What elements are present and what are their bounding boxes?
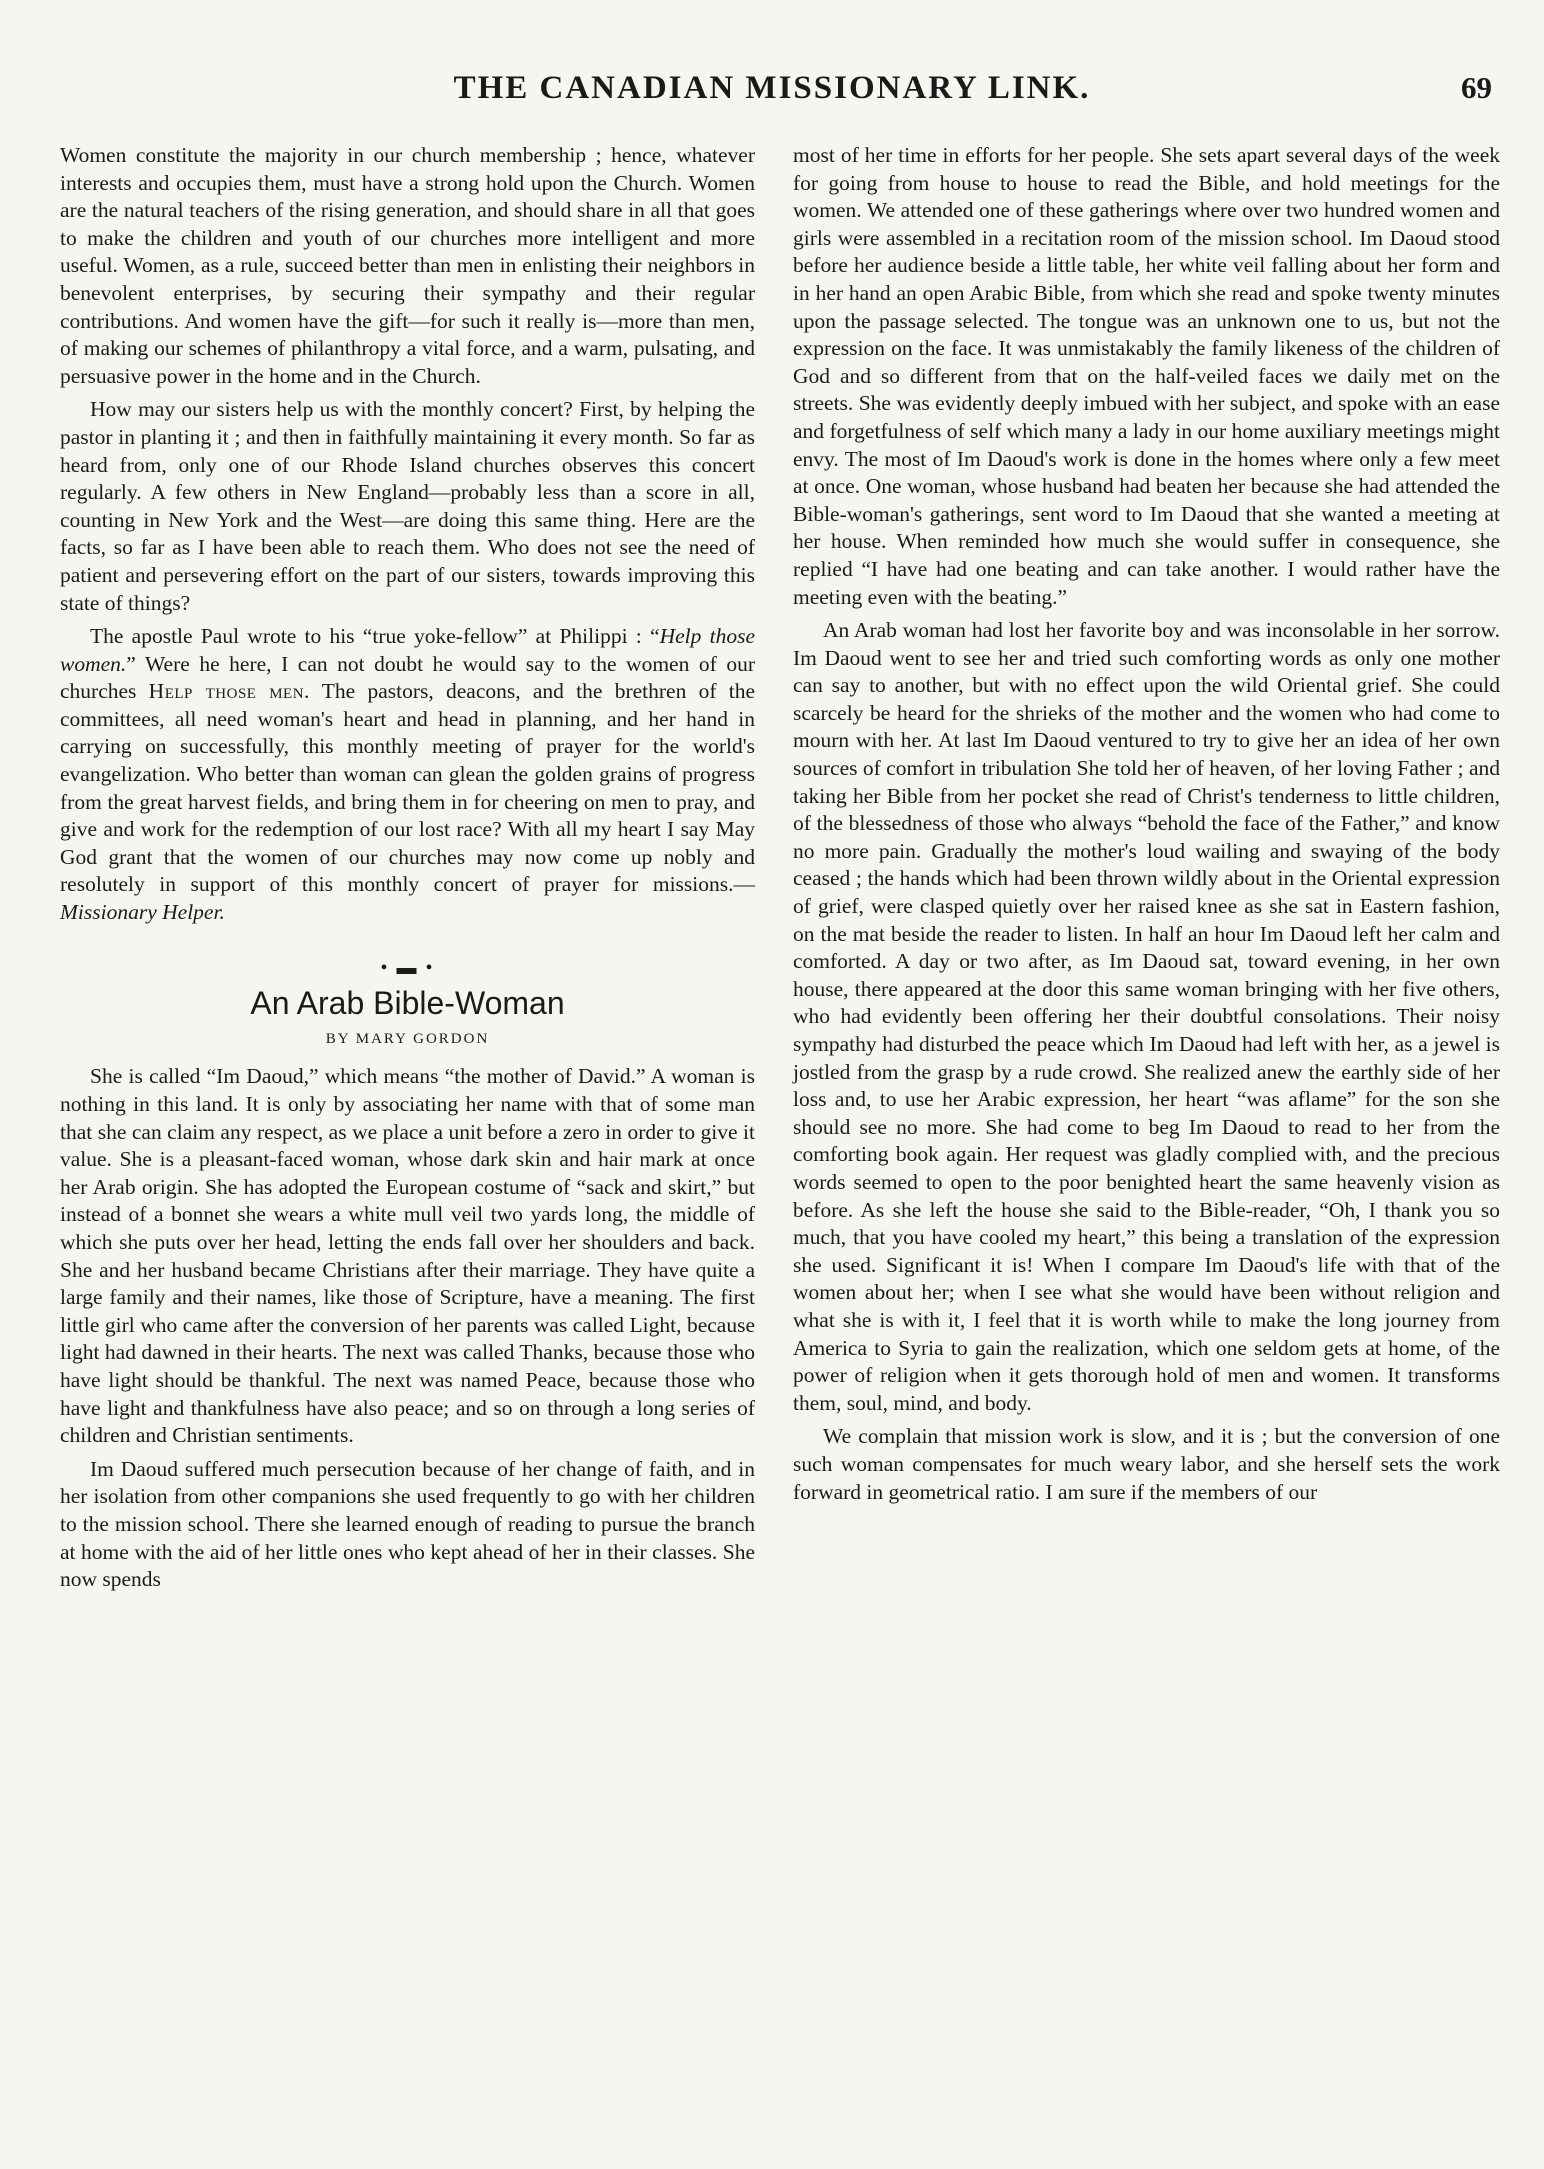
text-run: ” Were he here, I can not doubt he would say to the women of our churches (60, 651, 755, 704)
paragraph: She is called “Im Daoud,” which means “the mother of David.” A woman is nothing in this land. It is only by associating her name with that of some man that she can claim any respect, as we place a unit before a zero in order to give it value. She is a pleasant-faced woman, whose dark skin and hair mark at once her Arab origin. She has adopted the European costume of “sack and skirt,” but instead of a bonnet she wears a white mull veil two yards long, the middle of which she puts over her head, letting the ends fall over her shoulders and back. She and her husband became Christians after their marriage. They have quite a large family and their names, like those of Scripture, have a meaning. The first little girl who came after the conversion of her parents was called Light, because light had dawned in their hearts. The next was called Thanks, because those who have light should be thankful. The next was named Peace, because those who have light and thankfulness have also peace; and so on through a long series of children and Christian sentiments. (60, 1064, 755, 1448)
paragraph: Women constitute the majority in our church membership ; hence, whatever interests and occupies them, must have a strong hold upon the Church. Women are the natural teachers of the rising generation, and should share in all that goes to make the children and youth of our churches more intelligent and more useful. Women, as a rule, succeed better than men in enlisting their neighbors in benevolent enterprises, by securing their sympathy and their regular contributions. And women have the gift—for such it really is—more than men, of making our schemes of philanthropy a vital force, and a warm, pulsating, and persuasive power in the home and in the Church. (60, 143, 755, 388)
byline: BY MARY GORDON (325, 1030, 490, 1047)
left-column (60, 142, 755, 1600)
journal-title: THE CANADIAN MISSIONARY LINK. (453, 70, 1091, 106)
source-citation: Missionary Helper. (60, 900, 225, 925)
paragraph: most of her time in efforts for her people. She sets apart several days of the week for going from house to house to read the Bible, and hold meetings for the women. We attended one of these gatherings where over two hundred women and girls were assembled in a recitation room of the mission school. Im Daoud stood before her audience beside a little table, her white veil falling about her form and in her hand an open Arabic Bible, from which she read and spoke twenty minutes upon the passage selected. The tongue was an unknown one to us, but not the expression on the face. It was unmistakably the family likeness of the children of God and so different from that on the half-veiled faces we daily met on the streets. She was evidently deeply imbued with her subject, and spoke with an ease and forgetfulness of self which many a lady in our home auxiliary meetings might envy. The most of Im Daoud's work is done in the homes where only a few meet at once. One woman, whose husband had beaten her because she had attended the Bible-woman's gatherings, sent word to Im Daoud that she wanted a meeting at her house. When reminded how much she would suffer in consequence, she replied “I have had one beating and can take another. I would rather have the meeting even with the beating.” (793, 143, 1500, 609)
paragraph: How may our sisters help us with the monthly concert? First, by helping the pastor in planting it ; and then in faithfully maintaining it every month. So far as heard from, only one of our Rhode Island churches observes this concert regularly. A few others in New England—probably less than a score in all, counting in New York and the West—are doing this same thing. Here are the facts, so far as I have been able to reach them. Who does not see the need of patient and persevering effort on the part of our sisters, towards improving this state of things? (60, 397, 755, 615)
paragraph: We complain that mission work is slow, and it is ; but the conversion of one such woman compensates for much weary labor, and she herself sets the work forward in geometrical ratio. I am sure if the members of our (793, 1424, 1500, 1504)
article-title: An Arab Bible-Woman (250, 985, 565, 1022)
text-run: The pastors, deacons, and the brethren of the committees, all need woman's heart and head in planning, and her hand in carrying on successfully, this monthly meeting of prayer for the world's evangelization. Who better than woman can glean the golden grains of progress from the great harvest fields, and bring them in for cheering on men to pray, and give and work for the redemption of our lost race? With all my heart I say May God grant that the women of our churches may now come up nobly and resolutely in support of this monthly concert of prayer for missions.— (60, 679, 756, 897)
paragraph: Im Daoud suffered much persecution because of her change of faith, and in her isolation from other companions she used frequently to go with her children to the mission school. There she learned enough of reading to pursue the branch at home with the aid of her little ones who kept ahead of her in their classes. She now spends (60, 1456, 755, 1592)
paragraph (60, 623, 755, 927)
page-header (0, 70, 1544, 120)
text-run: The apostle Paul wrote to his “true yoke-fellow” at Philippi : “ (90, 624, 660, 649)
page-number: 69 (1461, 70, 1492, 105)
small-caps-phrase: Help those men. (148, 679, 310, 704)
paragraph: An Arab woman had lost her favorite boy and was inconsolable in her sorrow. Im Daoud went to see her and tried such comforting words as only one mother can say to another, but with no effect upon the wild Oriental grief. She could scarcely be heard for the shrieks of the mother and the women who had come to mourn with her. At last Im Daoud ventured to try to give her an idea of her own sources of comfort in tribulation She told her of heaven, of her loving Father ; and taking her Bible from her pocket she read of Christ's tenderness to little children, of the blessedness of those who always “behold the face of the Father,” and know no more pain. Gradually the mother's loud wailing and swaying of the body ceased ; the hands which had been thrown wildly about in the Oriental expression of grief, were clasped quietly over her raised knee as she sat in Eastern fashion, on the mat beside the reader to listen. In half an hour Im Daoud left her calm and comforted. A day or two after, as Im Daoud sat, toward evening, in her own house, there appeared at the door this same woman bringing with her five others, who had evidently been offering her their doubtful consolations. Their noisy sympathy had disturbed the peace which Im Daoud had left with her, as a jewel is jostled from the grasp by a rude crowd. She realized anew the earthly side of her loss and, to use her Arabic expression, her heart “was aflame” for the son she should see no more. She had come to beg Im Daoud to read to her from the comforting book again. Her request was gladly complied with, and the precious words seemed to open to the poor benighted heart the same heavenly vision as before. As she left the house she said to the Bible-reader, “Oh, I thank you so much, that you have cooled my heart,” this being a translation of the expression she used. Significant it is! When I compare Im Daoud's life with that of the women about her; when I see what she would have been without religion and what she is with it, I feel that it is worth while to make the long journey from America to Syria to gain the realization, which one seldom gets at home, of the power of religion when it gets thorough hold of men and women. It transforms them, soul, mind, and body. (793, 618, 1500, 1415)
italic-quote: Help those women. (60, 624, 755, 676)
section-divider: • ▬ • (380, 956, 435, 979)
right-column (793, 142, 1500, 1512)
